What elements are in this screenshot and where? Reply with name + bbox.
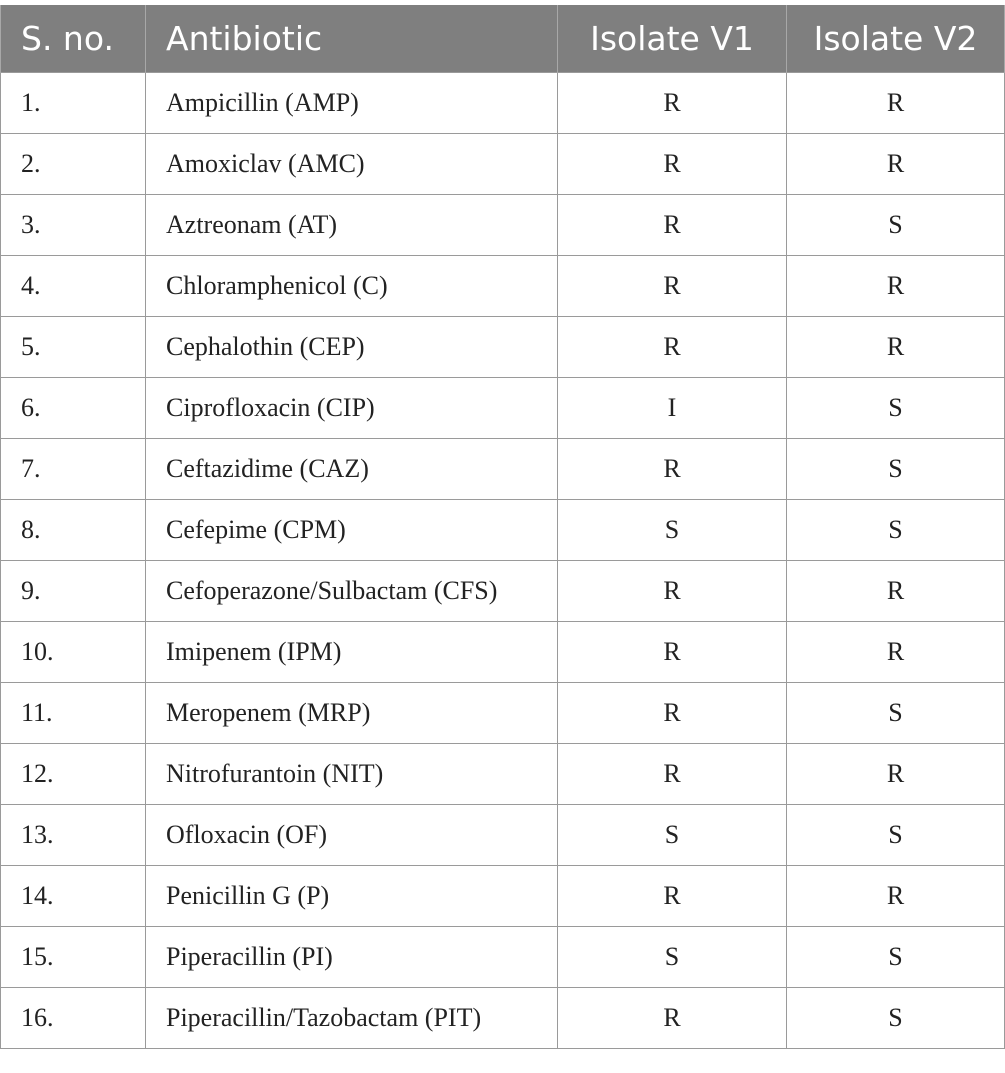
- isolate-v1-cell: R: [558, 744, 787, 805]
- table-row: [1, 866, 1005, 927]
- serial-number-cell: 16.: [1, 988, 146, 1049]
- isolate-v2-cell: S: [787, 439, 1005, 500]
- antibiotic-cell: Ciprofloxacin (CIP): [146, 378, 558, 439]
- isolate-v1-cell: S: [558, 500, 787, 561]
- header-isolate-v2: Isolate V2: [787, 5, 1005, 73]
- table-row: [1, 195, 1005, 256]
- isolate-v1-cell: R: [558, 622, 787, 683]
- table-row: [1, 134, 1005, 195]
- antibiotic-cell: Piperacillin (PI): [146, 927, 558, 988]
- isolate-v2-cell: R: [787, 317, 1005, 378]
- isolate-v1-cell: R: [558, 561, 787, 622]
- isolate-v2-cell: R: [787, 134, 1005, 195]
- table-row: [1, 927, 1005, 988]
- serial-number-cell: 8.: [1, 500, 146, 561]
- antibiotic-cell: Nitrofurantoin (NIT): [146, 744, 558, 805]
- antibiotic-cell: Cefepime (CPM): [146, 500, 558, 561]
- table-row: [1, 622, 1005, 683]
- isolate-v2-cell: S: [787, 805, 1005, 866]
- serial-number-cell: 12.: [1, 744, 146, 805]
- antibiotic-cell: Ceftazidime (CAZ): [146, 439, 558, 500]
- serial-number-cell: 14.: [1, 866, 146, 927]
- table-row: [1, 378, 1005, 439]
- isolate-v1-cell: R: [558, 256, 787, 317]
- serial-number-cell: 6.: [1, 378, 146, 439]
- table-row: [1, 683, 1005, 744]
- table-row: [1, 561, 1005, 622]
- antibiotic-cell: Amoxiclav (AMC): [146, 134, 558, 195]
- table-row: [1, 805, 1005, 866]
- isolate-v2-cell: R: [787, 73, 1005, 134]
- isolate-v1-cell: I: [558, 378, 787, 439]
- antibiotic-cell: Aztreonam (AT): [146, 195, 558, 256]
- isolate-v2-cell: S: [787, 500, 1005, 561]
- isolate-v1-cell: R: [558, 988, 787, 1049]
- isolate-v2-cell: R: [787, 744, 1005, 805]
- isolate-v1-cell: R: [558, 73, 787, 134]
- antibiotic-cell: Penicillin G (P): [146, 866, 558, 927]
- table-header: [1, 5, 1005, 73]
- antibiotic-cell: Imipenem (IPM): [146, 622, 558, 683]
- header-row: [1, 5, 1005, 73]
- serial-number-cell: 11.: [1, 683, 146, 744]
- isolate-v2-cell: S: [787, 683, 1005, 744]
- serial-number-cell: 9.: [1, 561, 146, 622]
- isolate-v2-cell: R: [787, 561, 1005, 622]
- table-row: [1, 439, 1005, 500]
- serial-number-cell: 15.: [1, 927, 146, 988]
- isolate-v1-cell: S: [558, 805, 787, 866]
- antibiotic-cell: Meropenem (MRP): [146, 683, 558, 744]
- table-row: [1, 988, 1005, 1049]
- table-row: [1, 317, 1005, 378]
- serial-number-cell: 10.: [1, 622, 146, 683]
- table-row: [1, 744, 1005, 805]
- table-row: [1, 500, 1005, 561]
- isolate-v1-cell: S: [558, 927, 787, 988]
- isolate-v1-cell: R: [558, 439, 787, 500]
- isolate-v2-cell: S: [787, 927, 1005, 988]
- serial-number-cell: 5.: [1, 317, 146, 378]
- isolate-v1-cell: R: [558, 134, 787, 195]
- isolate-v2-cell: R: [787, 622, 1005, 683]
- serial-number-cell: 4.: [1, 256, 146, 317]
- isolate-v2-cell: S: [787, 195, 1005, 256]
- isolate-v1-cell: R: [558, 317, 787, 378]
- antibiotic-cell: Cephalothin (CEP): [146, 317, 558, 378]
- serial-number-cell: 3.: [1, 195, 146, 256]
- antibiotic-cell: Cefoperazone/Sulbactam (CFS): [146, 561, 558, 622]
- header-isolate-v1: Isolate V1: [558, 5, 787, 73]
- antibiotic-susceptibility-table: [0, 5, 1005, 1049]
- header-antibiotic: Antibiotic: [146, 5, 558, 73]
- isolate-v2-cell: R: [787, 256, 1005, 317]
- serial-number-cell: 13.: [1, 805, 146, 866]
- table-row: [1, 256, 1005, 317]
- isolate-v2-cell: R: [787, 866, 1005, 927]
- antibiotic-cell: Ofloxacin (OF): [146, 805, 558, 866]
- isolate-v2-cell: S: [787, 378, 1005, 439]
- table-row: [1, 73, 1005, 134]
- table-body: [1, 73, 1005, 1049]
- antibiotic-cell: Chloramphenicol (C): [146, 256, 558, 317]
- antibiotic-cell: Ampicillin (AMP): [146, 73, 558, 134]
- serial-number-cell: 7.: [1, 439, 146, 500]
- isolate-v2-cell: S: [787, 988, 1005, 1049]
- isolate-v1-cell: R: [558, 195, 787, 256]
- serial-number-cell: 1.: [1, 73, 146, 134]
- antibiotic-cell: Piperacillin/Tazobactam (PIT): [146, 988, 558, 1049]
- header-serial-number: S. no.: [1, 5, 146, 73]
- isolate-v1-cell: R: [558, 866, 787, 927]
- serial-number-cell: 2.: [1, 134, 146, 195]
- isolate-v1-cell: R: [558, 683, 787, 744]
